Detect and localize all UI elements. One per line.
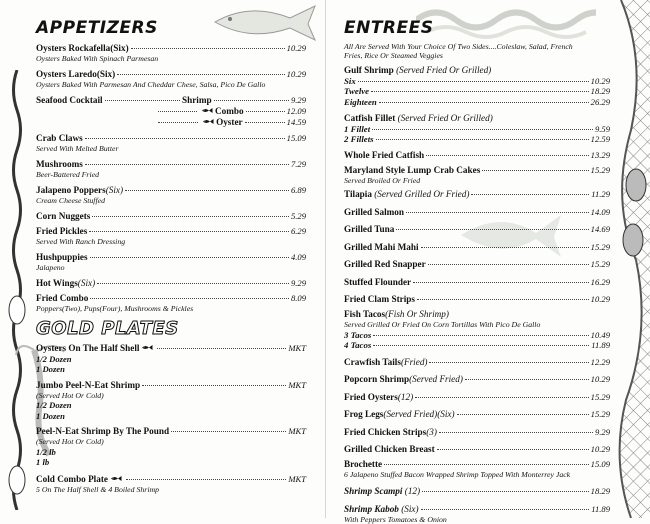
menu-item: Grilled Tuna 14.69 [344,224,610,235]
menu-item: Oysters Rockafella(Six) 10.29 Oysters Baked With Spinach Parmesan [36,43,306,63]
menu-item: Peel-N-Eat Shrimp By The Pound MKT (Served Hot Or Cold) 1/2 lb 1 lb [36,426,306,467]
fish-icon [141,344,153,351]
fish-icon [201,107,213,114]
menu-item: Grilled Salmon 14.09 [344,206,610,217]
menu-item: Cold Combo Plate MKT 5 On The Half Shell & 4 Boiled Shrimp [36,473,306,494]
entrees-section: ENTREES All Are Served With Your Choice Of Two Sides....Coleslaw, Salad, French Fries, Rice Or Steamed Veggies Gulf Shrimp (Served Fried Or Grilled) Six 10.29 Twelve 18.29 Eighteen 26.29 Catfish Fillet (Served Fried Or Grilled) 1 Fillet 9.59 2 Fillets 12.59 Whole Fried Catfish 13.29 Maryland Style Lump Crab Cakes 15.29 Served Broiled Or Fried Tilapia (Served Grilled Or Fried) 11.29 Grilled Salmon 14.09 Grilled Tuna 14.69 Grilled Mahi Mahi 15.29 Grilled Red Snapper 15.29 Stuffed Flounder 16.29 Fried Clam Strips 10.29 Fish Tacos(Fish Or Shrimp) Served Grilled Or Fried On Corn Tortillas With Pico De Gallo 3 Tacos 10.49 4 Tacos 11.89 Crawfish Tails(Fried) 12.29 Popcorn Shrimp(Served Fried) 10.29 Fried Oysters(12) 15.29 Frog Legs(Served Fried)(Six) 15.29 Fried Chicken Strips(3) 9.29 Grilled Chicken Breast 10.29 Brochette 15.09 6 Jalapeno Stuffed Bacon Wrapped Shrimp Topped With Monterrey Jack Shrimp Scampi (12) 18.29 Shrimp Kabob (Six) 11.89 With Peppers Tomatoes & Onion [344,18,610,524]
menu-item: Oysters Laredo(Six) 10.29 Oysters Baked With Parmesan And Cheddar Chese, Salsa, Pico De Gallo [36,68,306,89]
fish-icon [202,118,214,125]
menu-item: Frog Legs(Served Fried)(Six) 15.29 [344,409,610,420]
right-page [325,0,650,524]
menu-item: Seafood Cocktail Shrimp 9.29 Combo 12.09 Oyster 14.59 [36,94,306,127]
menu-item: Oysters On The Half Shell MKT 1/2 Dozen 1 Dozen [36,343,306,375]
menu-item: Crab Claws 15.09 Served With Melted Butter [36,133,306,154]
menu-item: Maryland Style Lump Crab Cakes 15.29 Served Broiled Or Fried [344,164,610,185]
menu-item: Fried Oysters(12) 15.29 [344,391,610,402]
menu-item: Grilled Chicken Breast 10.29 [344,444,610,455]
menu-item: Stuffed Flounder 16.29 [344,276,610,287]
menu-item: Shrimp Scampi (12) 18.29 [344,486,610,497]
entrees-title: ENTREES [344,18,434,38]
menu-item: Jalapeno Poppers(Six) 6.89 Cream Cheese Stuffed [36,185,306,206]
menu-item: Whole Fried Catfish 13.29 [344,149,610,160]
menu-item: Tilapia (Served Grilled Or Fried) 11.29 [344,189,610,200]
menu-item: Fish Tacos(Fish Or Shrimp) Served Grilled Or Fried On Corn Tortillas With Pico De Gallo 3 Tacos 10.49 4 Tacos 11.89 [344,309,610,351]
menu-item: Fried Pickles 6.29 Served With Ranch Dressing [36,226,306,247]
menu-item: Catfish Fillet (Served Fried Or Grilled) 1 Fillet 9.59 2 Fillets 12.59 [344,112,610,144]
fish-icon [110,475,122,482]
menu-item: Fried Combo 8.09 Poppers(Two), Pups(Four), Mushrooms & Pickles [36,292,306,313]
menu-item: Grilled Mahi Mahi 15.29 [344,241,610,252]
gold-plates-title: GOLD PLATES [36,318,179,339]
gold-plates-section [36,318,306,494]
menu-item: Mushrooms 7.29 Beer-Battered Fried [36,159,306,180]
menu-item: Gulf Shrimp (Served Fried Or Grilled) Six 10.29 Twelve 18.29 Eighteen 26.29 [344,64,610,107]
menu-item: Popcorn Shrimp(Served Fried) 10.29 [344,374,610,385]
menu-item: Jumbo Peel-N-Eat Shrimp MKT (Served Hot Or Cold) 1/2 Dozen 1 Dozen [36,379,306,421]
left-page [0,0,325,518]
menu-item: Crawfish Tails(Fried) 12.29 [344,356,610,367]
menu-item: Fried Chicken Strips(3) 9.29 [344,426,610,437]
more-entree-list [344,350,610,455]
menu-item: Grilled Red Snapper 15.29 [344,259,610,270]
menu-item: Fried Clam Strips 10.29 [344,294,610,305]
menu-item: Hushpuppies 4.09 Jalapeno [36,251,306,272]
menu-item: Corn Nuggets 5.29 [36,211,306,222]
menu-item: Shrimp Kabob (Six) 11.89 With Peppers Tomatoes & Onion [344,503,610,524]
appetizers-title: APPETIZERS [36,18,158,38]
appetizers-section [36,18,306,313]
menu-item: Brochette 15.09 6 Jalapeno Stuffed Bacon Wrapped Shrimp Topped With Monterrey Jack [344,459,610,480]
menu-item: Hot Wings(Six) 9.29 [36,277,306,288]
simple-entree-list [344,200,610,305]
